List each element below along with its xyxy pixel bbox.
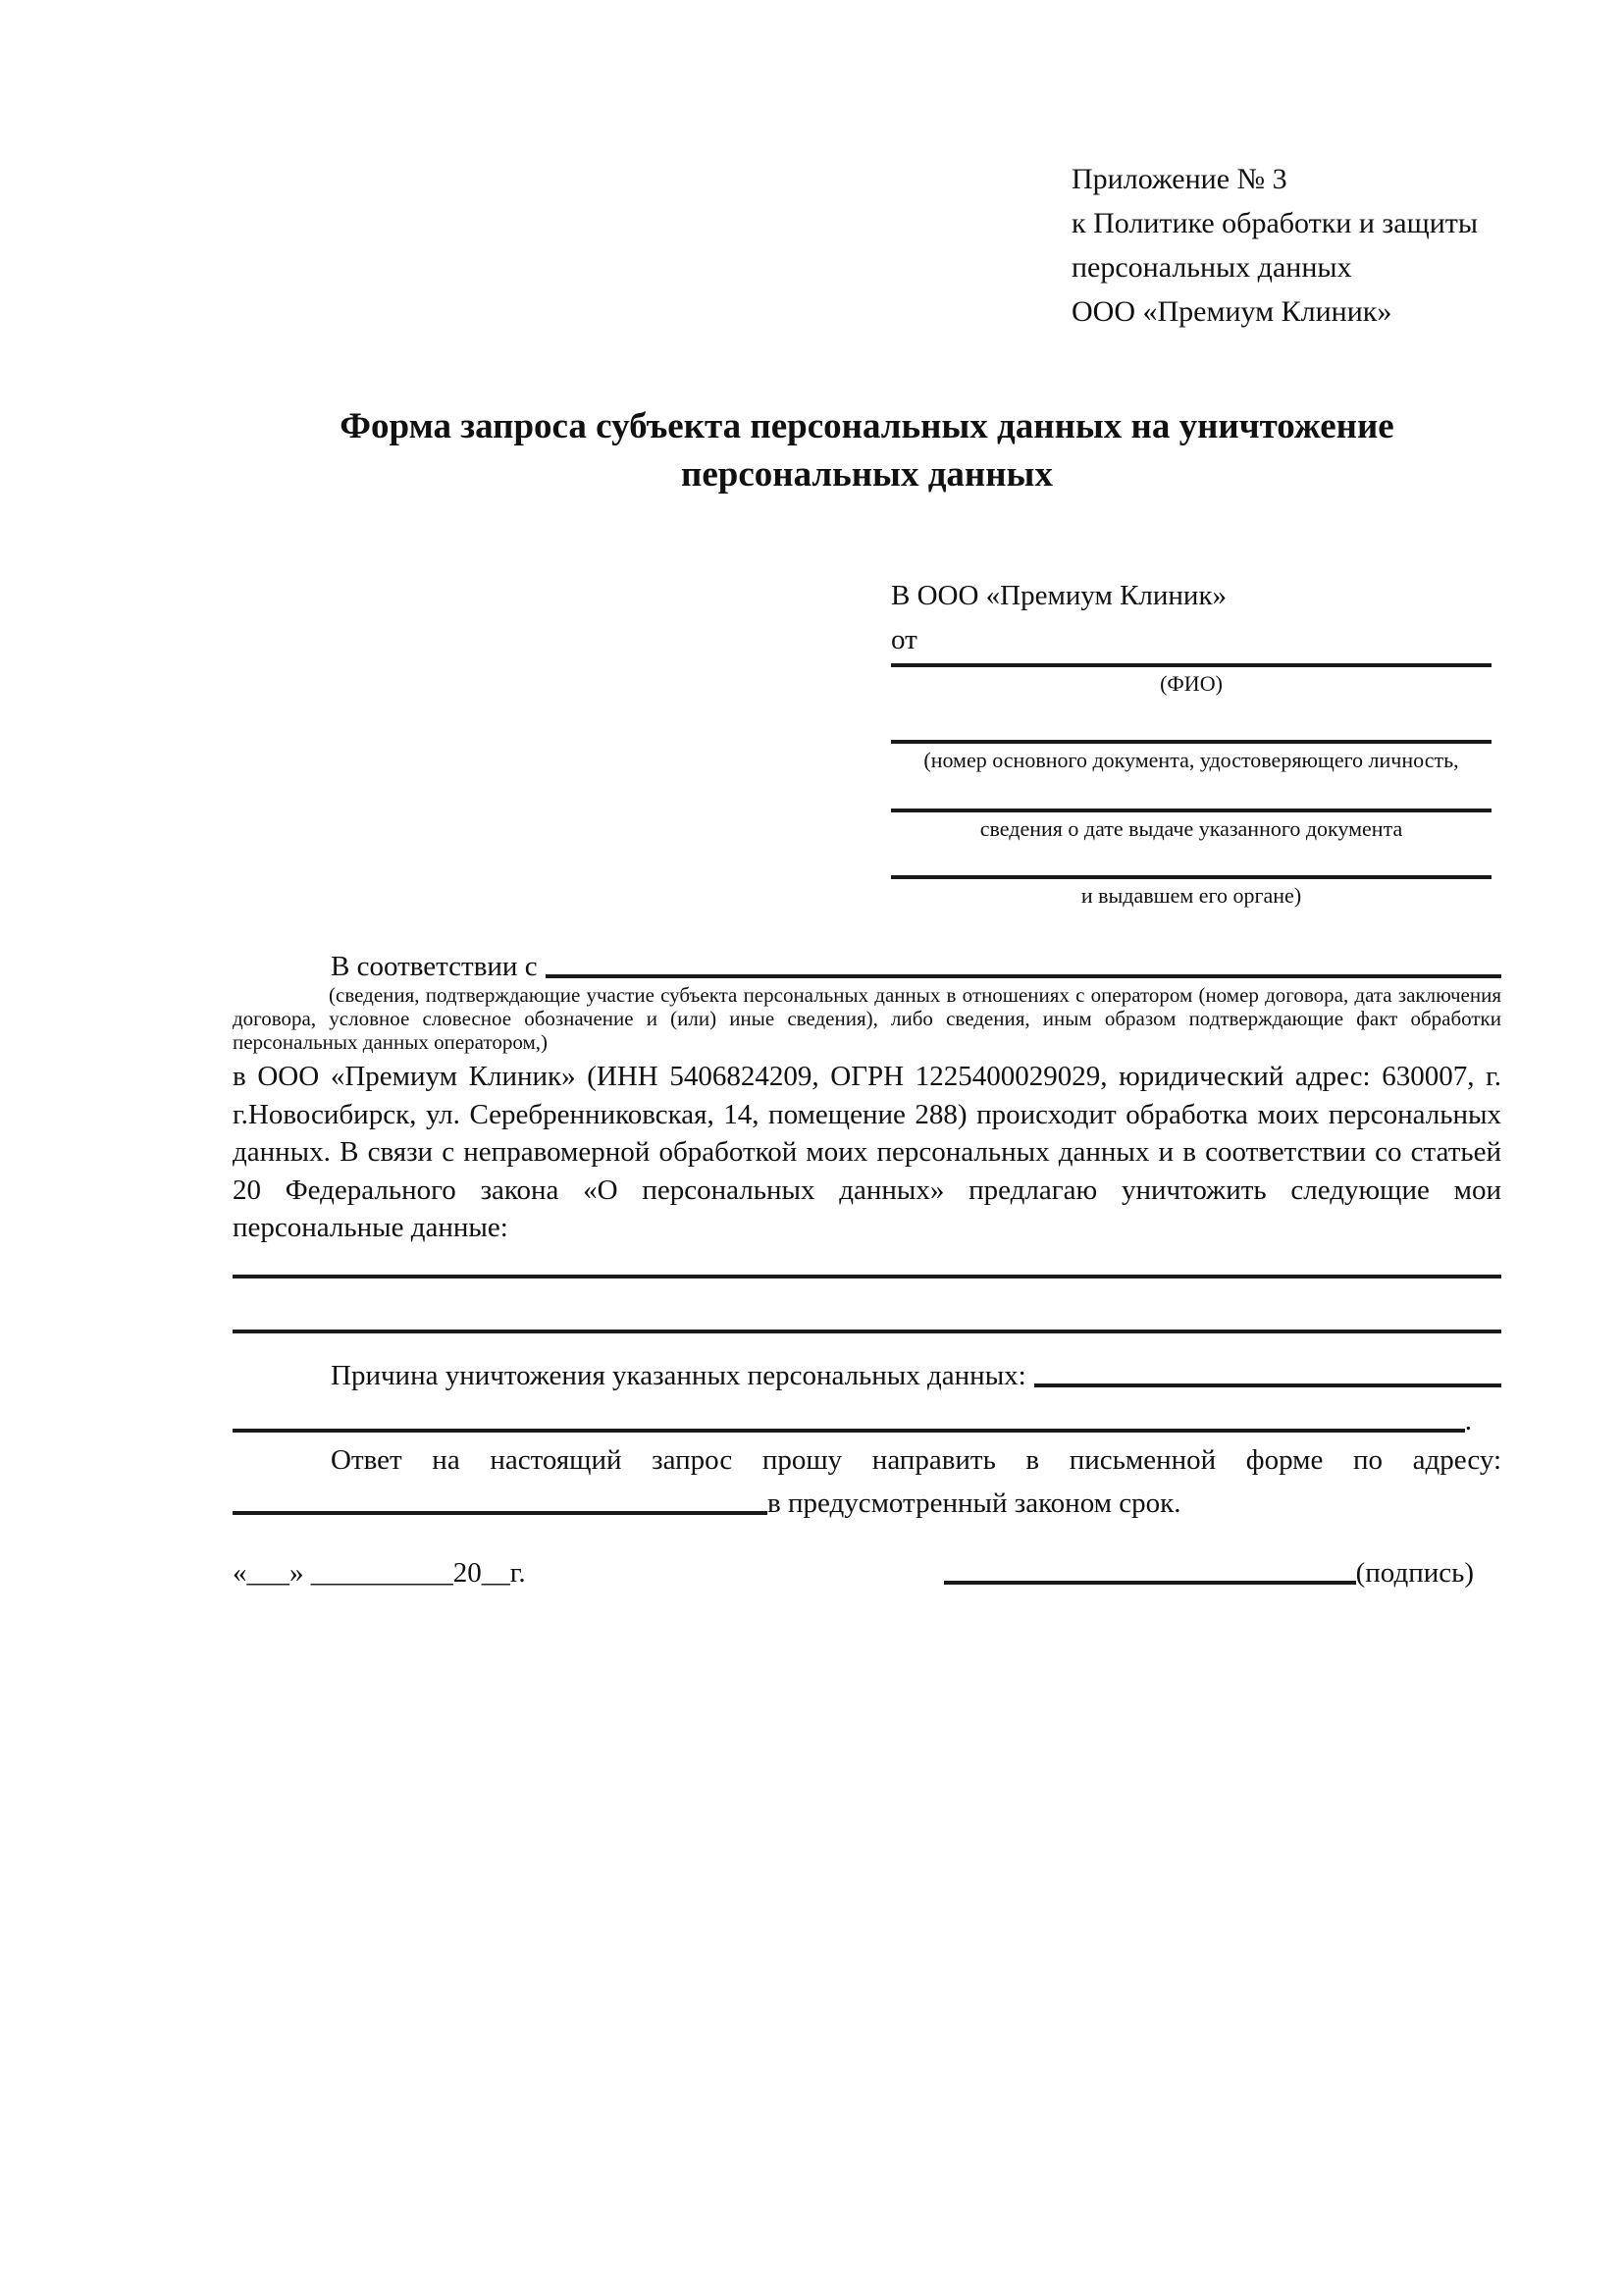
signature-caption: (подпись): [1355, 1557, 1474, 1589]
page-title: Форма запроса субъекта персональных данных на уничтожение персональных данных: [340, 406, 1394, 495]
addressee-from-label: от: [891, 624, 917, 655]
response-address-row: [233, 1481, 1501, 1520]
addressee-org: В ООО «Премиум Клиник»: [891, 580, 1228, 611]
header-note-line: персональных данных: [1072, 251, 1352, 284]
response-request-text: Ответ на настоящий запрос прошу направить в письменной форме по адресу:: [331, 1443, 1501, 1476]
signature-blank-line: [944, 1581, 1356, 1585]
main-text-column: [233, 948, 1501, 1590]
fio-caption: (ФИО): [1160, 671, 1223, 696]
reason-blank-line: [1034, 1383, 1501, 1387]
issue-date-blank-line: [891, 809, 1492, 812]
body-paragraph: в ООО «Премиум Клиник» (ИНН 5406824209, ОГРН 1225400029029, юридический адрес: 630007, г. г.Новосибирск, ул. Серебренниковская, 14, помещение 288) происходит обработка моих персональных данных. В связи с неправомерной обработкой моих персональных данных и в соответствии со статьей 20 Федерального закона «О персональных данных» предлагаю уничтожить следующие мои персональные данные:: [233, 1061, 1501, 1243]
header-note-line: ООО «Премиум Клиник»: [1072, 295, 1392, 328]
issuing-authority-caption: и выдавшем его органе): [1080, 883, 1302, 908]
header-note-line: к Политике обработки и защиты: [1072, 207, 1479, 239]
issue-date-caption: сведения о дате выдаче указанного документа: [979, 816, 1403, 841]
accordance-blank-line: [546, 974, 1501, 978]
header-note: [1072, 157, 1523, 334]
signature-group: [944, 1557, 1474, 1590]
accordance-row: [233, 948, 1501, 983]
response-address-blank-line: [233, 1511, 767, 1515]
personal-data-blank-line-2: [233, 1330, 1501, 1333]
reason-label: Причина уничтожения указанных персональных данных:: [331, 1359, 1026, 1391]
reason-row: [233, 1353, 1501, 1392]
reason-blank-line-2: [233, 1429, 1465, 1433]
date-line: «___» __________20__г.: [233, 1557, 526, 1589]
document-number-caption: (номер основного документа, удостоверяющего личность,: [923, 748, 1459, 772]
issuing-authority-blank-line: [891, 875, 1492, 879]
personal-data-blank-line-1: [233, 1275, 1501, 1278]
date-signature-row: [233, 1557, 1501, 1590]
addressee-block: [891, 574, 1492, 909]
reason-continuation-row: [233, 1398, 1472, 1437]
accordance-lead: В соответствии с: [331, 951, 538, 982]
fio-blank-line: [891, 663, 1492, 667]
accordance-footnote: (сведения, подтверждающие участие субъекта персональных данных в отношениях с оператором (номер договора, дата заключения договора, условное словесное обозначение и (или) иные сведения), либо сведения, иным образом подтверждающие факт обработки персональных данных оператором,): [233, 983, 1501, 1054]
response-tail-text: в предусмотренный законом срок.: [767, 1487, 1181, 1519]
header-note-line: Приложение № 3: [1072, 163, 1287, 195]
reason-period: .: [1464, 1404, 1472, 1436]
document-number-blank-line: [891, 740, 1492, 744]
